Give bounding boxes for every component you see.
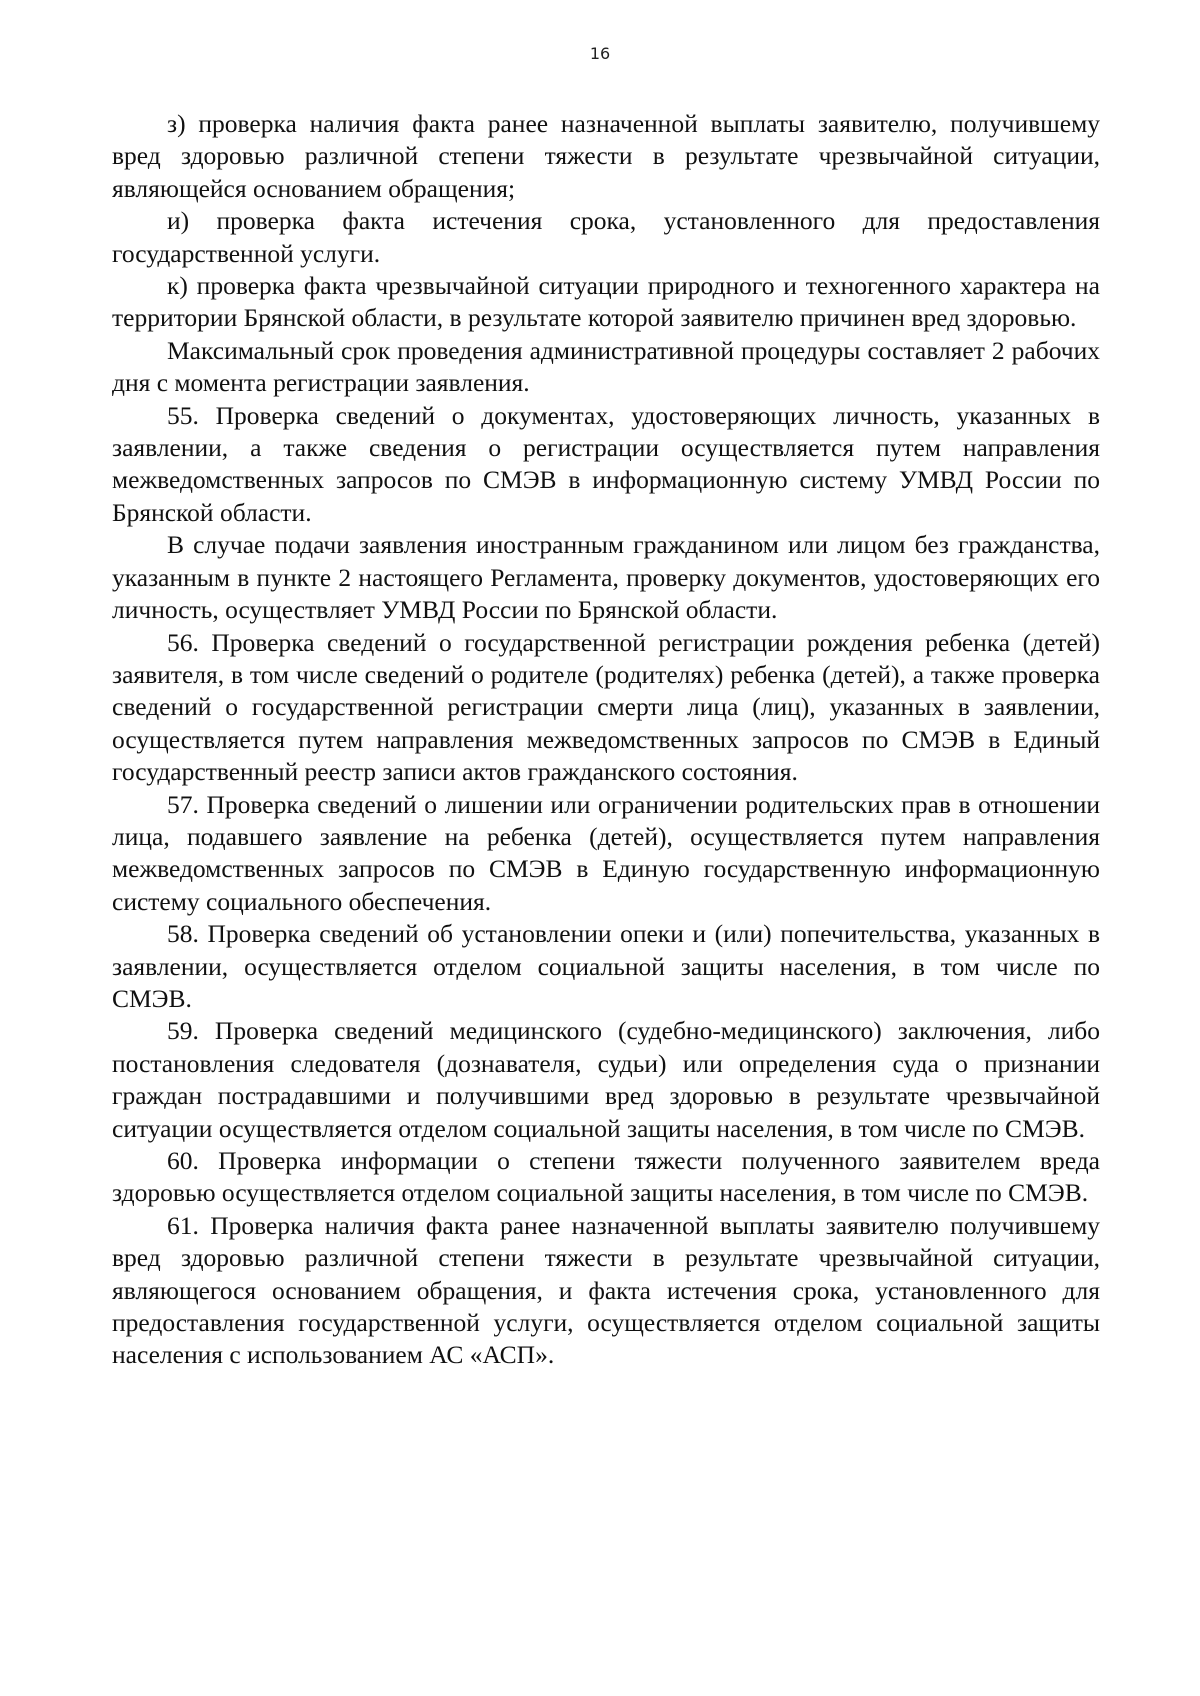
page-number: 16 (589, 44, 611, 63)
paragraph-57: 57. Проверка сведений о лишении или ограничении родительских прав в отношении лица, подавшего заявление на ребенка (детей), осуществляется путем направления межведомственных запросов по СМЭВ в Единую государственную информационную систему социального обеспечения. (112, 789, 1100, 916)
paragraph-59: 59. Проверка сведений медицинского (судебно-медицинского) заключения, либо постановления следователя (дознавателя, судьи) или определения суда о признании граждан пострадавшими и получившими вред здоровью в результате чрезвычайной ситуации осуществляется отделом социальной защиты населения, в том числе по СМЭВ. (112, 1016, 1100, 1143)
paragraph-i-check-deadline: и) проверка факта истечения срока, установленного для предоставления государственной услуги. (112, 206, 1100, 268)
paragraph-58: 58. Проверка сведений об установлении опеки и (или) попечительства, указанных в заявлении, осуществляется отделом социальной защиты населения, в том числе по СМЭВ. (112, 919, 1100, 1013)
paragraph-60: 60. Проверка информации о степени тяжести полученного заявителем вреда здоровью осуществляется отделом социальной защиты населения, в том числе по СМЭВ. (112, 1146, 1100, 1208)
document-body (112, 108, 1100, 1372)
paragraph-k-check-emergency: к) проверка факта чрезвычайной ситуации природного и техногенного характера на территории Брянской области, в результате которой заявителю причинен вред здоровью. (112, 271, 1100, 333)
paragraph-z-check-prior-payment: з) проверка наличия факта ранее назначенной выплаты заявителю, получившему вред здоровью различной степени тяжести в результате чрезвычайной ситуации, являющейся основанием обращения; (112, 109, 1100, 203)
paragraph-55-foreign-citizen: В случае подачи заявления иностранным гражданином или лицом без гражданства, указанным в пункте 2 настоящего Регламента, проверку документов, удостоверяющих его личность, осуществляет УМВД России по Брянской области. (112, 530, 1100, 625)
paragraph-61: 61. Проверка наличия факта ранее назначенной выплаты заявителю получившему вред здоровью различной степени тяжести в результате чрезвычайной ситуации, являющегося основанием обращения, и факта истечения срока, установленного для предоставления государственной услуги, осуществляется отделом социальной защиты населения с использованием АС «АСП». (112, 1210, 1100, 1370)
paragraph-55: 55. Проверка сведений о документах, удостоверяющих личность, указанных в заявлении, а также сведения о регистрации осуществляется путем направления межведомственных запросов по СМЭВ в информационную систему УМВД России по Брянской области. (112, 400, 1100, 527)
paragraph-56: 56. Проверка сведений о государственной регистрации рождения ребенка (детей) заявителя, в том числе сведений о родителе (родителях) ребенка (детей), а также проверка сведений о государственной регистрации смерти лица (лиц), указанных в заявлении, осуществляется путем направления межведомственных запросов по СМЭВ в Единый государственный реестр записи актов гражданского состояния. (112, 627, 1100, 787)
paragraph-max-duration: Максимальный срок проведения административной процедуры составляет 2 рабочих дня с момента регистрации заявления. (112, 335, 1100, 398)
